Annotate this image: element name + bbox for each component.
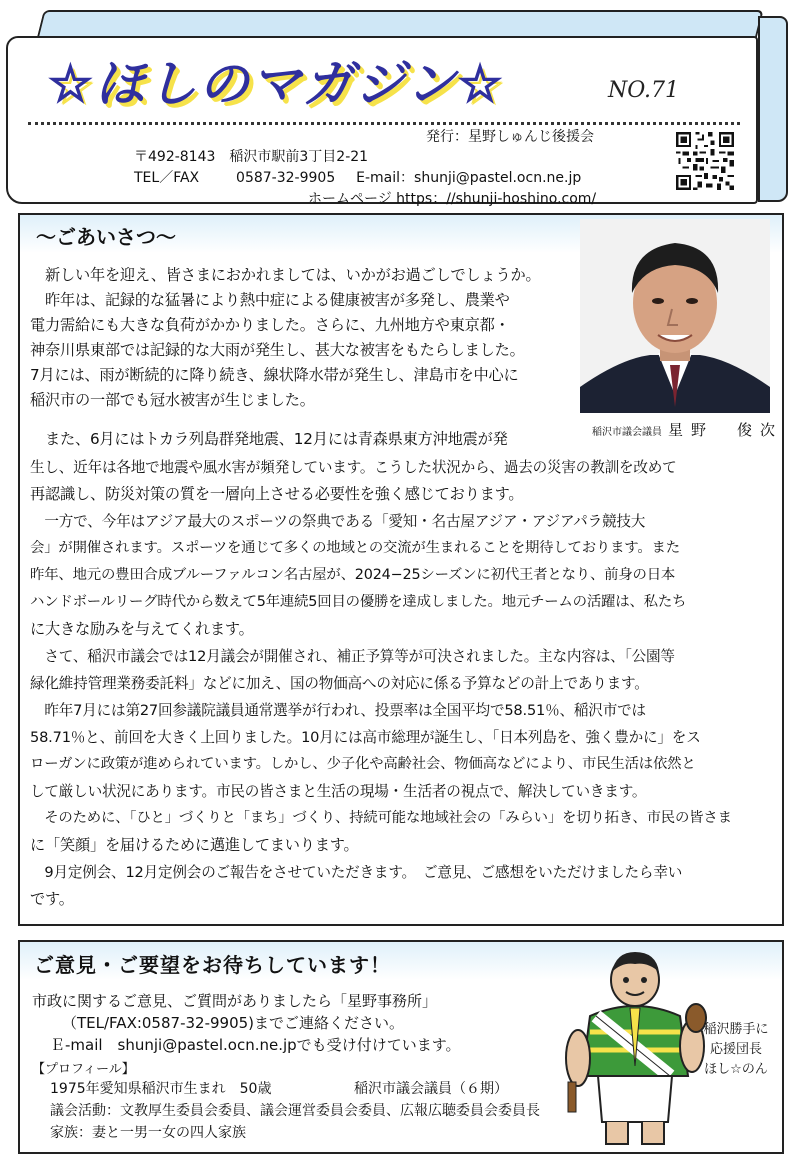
opinion-contact-line: （TEL/FAX:0587-32-9905)までご連絡ください。 [62,1014,405,1032]
star-icon: ☆ [457,55,505,113]
magazine-cover [6,36,758,207]
greeting-line: 稲沢市の一部でも冠水被害が生じました。 [30,391,315,409]
greeting-line: に「笑顔」を届けるために邁進してまいります。 [30,836,359,854]
greeting-line: 7月には、雨が断続的に降り続き、線状降水帯が発生し、津島市を中心に [30,366,519,384]
greeting-line: 9月定例会、12月定例会のご報告をさせていただきます。 ご意見、ご感想をいただけましたら幸い [30,864,683,881]
dotted-divider [28,122,740,125]
greeting-line: 昨年7月には第27回参議院議員通常選挙が行われ、投票率は全国平均で58.51％、稲沢市では [30,702,646,719]
greeting-line: 神奈川県東部では記録的な大雨が発生し、甚大な被害をもたらしました。 [30,341,525,359]
postal-address: 〒492-8143 稲沢市駅前3丁目2-21 [134,149,369,165]
mascot-illustration [560,946,710,1152]
greeting-line: 昨年、地元の豊田合成ブルーファルコン名古屋が、2024−25シーズンに初代王者となり、前身の日本 [30,567,676,583]
issue-number: NO.71 [608,78,679,103]
councillor-portrait [580,219,770,413]
greeting-line: 58.71％と、前回を大きく上回りました。10月には高市総理が誕生し、「日本列島を、強く豊かに」をス [30,729,701,746]
magazine-title-text: ほしのマガジン [94,55,458,113]
mascot-caption-line: 稲沢勝手に [703,1022,769,1037]
greeting-section [18,213,784,926]
profile-role: 稲沢市議会議員（６期） [354,1081,508,1097]
publisher: 発行：星野しゅんじ後援会 [426,129,594,145]
greeting-line: 電力需給にも大きな負荷がかかりました。さらに、九州地方や東京都・ [30,316,510,334]
greeting-line: 再認識し、防災対策の質を一層向上させる必要性を強く感じております。 [30,485,524,503]
greeting-line: して厳しい状況にあります。市民の皆さまと生活の現場・生活者の視点で、解決していきます。 [30,783,647,800]
greeting-line: 生し、近年は各地で地震や風水害が頻発しています。こうした状況から、過去の災害の教訓を改めて [30,459,677,476]
profile-activity: 議会活動：文教厚生委員会委員、議会運営委員会委員、広報広聴委員会委員長 [50,1103,540,1119]
greeting-line: ハンドボールリーグ時代から数えて5年連続5回目の優勝を達成しました。地元チームの活躍は、私たち [30,594,687,610]
tel-label: TEL／FAX [134,170,200,186]
greeting-title: ～ごあいさつ～ [36,225,176,249]
profile-label: 【プロフィール】 [32,1062,135,1077]
opinion-section [18,940,784,1154]
greeting-line: 新しい年を迎え、皆さまにおかれましては、いかがお過ごしでしょうか。 [30,266,541,284]
tel-number: 0587-32-9905 [236,170,336,186]
greeting-line: さて、稲沢市議会では12月議会が開催され、補正予算等が可決されました。主な内容は、「公園等 [30,648,675,665]
greeting-line: です。 [30,890,74,908]
contact-line [134,167,581,187]
greeting-line: 会」が開催されます。スポーツを通じて多くの地域との交流が生まれることを期待しております。また [30,540,680,556]
magazine-spine-right [758,16,788,202]
greeting-line: 一方で、今年はアジア最大のスポーツの祭典である「愛知・名古屋アジア・アジアパラ競技大 [30,513,646,530]
magazine-title [48,44,504,116]
mascot-caption-line: 応援団長 [709,1042,762,1057]
greeting-line: に大きな励みを与えてくれます。 [30,620,254,638]
greeting-line: 昨年は、記録的な猛暑により熱中症による健康被害が多発し、農業や [30,291,510,309]
greeting-line: そのために、「ひと」づくりと「まち」づくり、持続可能な地域社会の「みらい」を切り拓き、市民の皆さま [30,810,732,826]
mascot-caption-line: ほし☆のん [704,1062,768,1077]
magazine-header [6,6,790,206]
profile-family: 家族：妻と一男一女の四人家族 [50,1125,246,1141]
greeting-line: 緑化維持管理業務委託料」などに加え、国の物価高への対応に係る予算などの計上であります。 [30,675,649,692]
email-address[interactable]: E-mail：shunji@pastel.ocn.ne.jp [356,170,582,186]
opinion-email-line[interactable]: Ｅ-mail shunji@pastel.ocn.ne.jpでも受け付けています。 [50,1036,461,1054]
caption-name: 星野 俊次 [668,421,784,439]
portrait-caption [592,419,783,440]
homepage-link[interactable]: ホームページ https：//shunji-hoshino.com/ [308,191,597,207]
profile-birth: 1975年愛知県稲沢市生まれ 50歳 [50,1081,272,1097]
qr-code-icon[interactable] [674,130,736,192]
greeting-line: また、6月にはトカラ列島群発地震、12月には青森県東方沖地震が発 [30,430,508,448]
star-icon: ☆ [48,55,95,113]
opinion-title: ご意見・ご要望をお待ちしています！ [34,953,391,977]
caption-role: 稲沢市議会議員 [592,427,662,438]
greeting-line: ローガンに政策が進められています。しかし、少子化や高齢社会、物価高などにより、市民生活は依然と [30,756,696,772]
opinion-line: 市政に関するご意見、ご質問がありましたら「星野事務所」 [32,992,438,1010]
